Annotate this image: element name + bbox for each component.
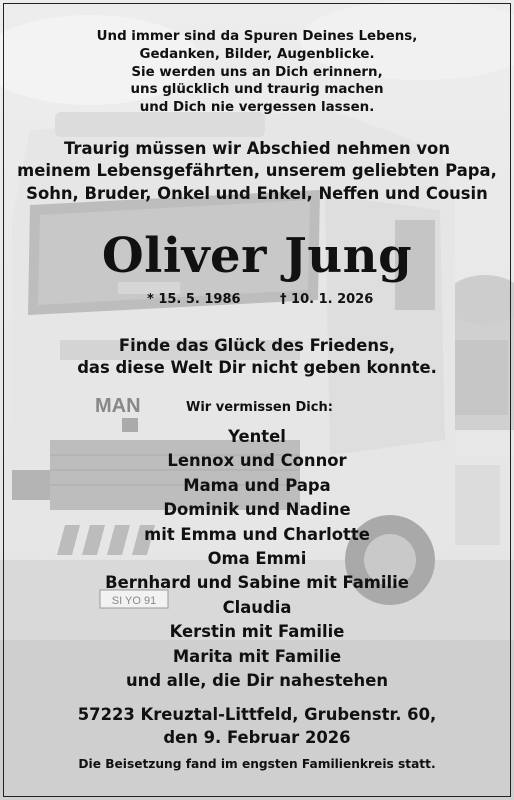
poem-line: Gedanken, Bilder, Augenblicke. xyxy=(139,46,375,62)
deceased-name: Oliver Jung xyxy=(101,228,413,284)
poem xyxy=(0,28,514,117)
mourner: und alle, die Dir nahestehen xyxy=(126,671,388,691)
intro-line: Sohn, Bruder, Onkel und Enkel, Neffen und Cousin xyxy=(26,183,488,203)
poem-line: Sie werden uns an Dich erinnern, xyxy=(131,64,383,80)
man-logo: MAN xyxy=(95,395,141,417)
quote xyxy=(0,335,514,379)
quote-line: das diese Welt Dir nicht geben konnte. xyxy=(77,358,437,377)
address xyxy=(0,704,514,749)
license-plate: SI YO 91 xyxy=(111,595,157,607)
mourner: Oma Emmi xyxy=(207,549,307,569)
intro-line: Traurig müssen wir Abschied nehmen von xyxy=(63,139,450,158)
mourner: Claudia xyxy=(222,597,292,617)
mourners-list xyxy=(0,425,514,693)
poem-line: uns glücklich und traurig machen xyxy=(130,82,384,98)
birth-date: * 15. 5. 1986 xyxy=(147,292,241,307)
burial-note: Die Beisetzung fand im engsten Familienkreis statt. xyxy=(78,757,436,771)
quote-line: Finde das Glück des Friedens, xyxy=(118,336,396,355)
mourner: Lennox und Connor xyxy=(167,451,347,471)
miss-label: Wir vermissen Dich: xyxy=(186,400,333,415)
address-line: den 9. Februar 2026 xyxy=(163,727,351,747)
poem-line: und Dich nie vergessen lassen. xyxy=(139,100,375,116)
mourner: mit Emma und Charlotte xyxy=(144,524,370,544)
address-line: 57223 Kreuztal-Littfeld, Grubenstr. 60, xyxy=(77,705,437,724)
mourner: Yentel xyxy=(228,427,286,446)
mourner: Dominik und Nadine xyxy=(163,500,351,520)
mourner: Bernhard und Sabine mit Familie xyxy=(105,573,409,593)
intro-text xyxy=(0,138,514,205)
poem-line: Und immer sind da Spuren Deines Lebens, xyxy=(96,29,418,44)
mourner: Marita mit Familie xyxy=(172,646,342,666)
mourner: Mama und Papa xyxy=(183,475,331,495)
intro-line: meinem Lebensgefährten, unserem geliebten Papa, xyxy=(17,161,497,181)
mourner: Kerstin mit Familie xyxy=(169,622,345,642)
death-date: † 10. 1. 2026 xyxy=(280,292,374,307)
